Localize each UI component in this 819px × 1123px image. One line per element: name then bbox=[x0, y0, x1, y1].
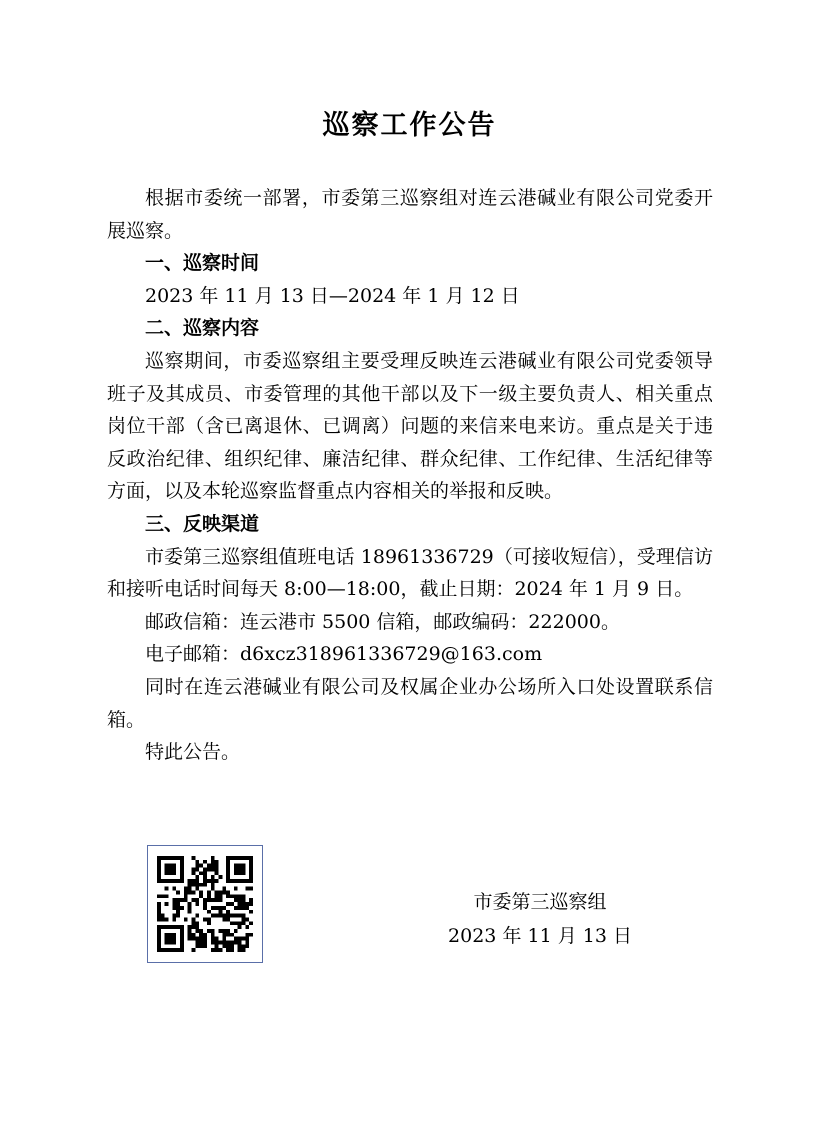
postal-mailbox: 邮政信箱：连云港市 5500 信箱，邮政编码：222000。 bbox=[145, 610, 620, 633]
hotline-paragraph: 市委第三巡察组值班电话 18961336729（可接收短信），受理信访和接听电话时间每天 8:00—18:00，截止日期：2024 年 1 月 9 日。 bbox=[107, 545, 713, 601]
closing-line: 特此公告。 bbox=[145, 741, 241, 764]
section-heading-content: 二、巡察内容 bbox=[145, 317, 260, 340]
signature-date: 2023 年 11 月 13 日 bbox=[448, 925, 632, 947]
page-title: 巡察工作公告 bbox=[322, 110, 497, 141]
qr-code bbox=[147, 845, 263, 963]
mailbox-notice-paragraph: 同时在连云港碱业有限公司及权属企业办公场所入口处设置联系信箱。 bbox=[107, 675, 713, 731]
section-heading-time: 一、巡察时间 bbox=[145, 252, 260, 275]
email-address: 电子邮箱：d6xcz318961336729@163.com bbox=[145, 643, 543, 666]
intro-paragraph: 根据市委统一部署，市委第三巡察组对连云港碱业有限公司党委开展巡察。 bbox=[107, 187, 713, 242]
section-heading-channels: 三、反映渠道 bbox=[145, 512, 260, 535]
signature-block bbox=[440, 885, 640, 953]
qr-code-icon bbox=[157, 856, 253, 952]
signature-org: 市委第三巡察组 bbox=[473, 891, 607, 913]
announcement-body bbox=[107, 182, 713, 769]
inspection-content-paragraph: 巡察期间，市委巡察组主要受理反映连云港碱业有限公司党委领导班子及其成员、市委管理的其他干部以及下一级主要负责人、相关重点岗位干部（含已离退休、已调离）问题的来信来电来访。重点是关于违反政治纪律、组织纪律、廉洁纪律、群众纪律、工作纪律、生活纪律等方面，以及本轮巡察监督重点内容相关的举报和反映。 bbox=[107, 349, 713, 503]
inspection-period: 2023 年 11 月 13 日—2024 年 1 月 12 日 bbox=[145, 284, 520, 307]
